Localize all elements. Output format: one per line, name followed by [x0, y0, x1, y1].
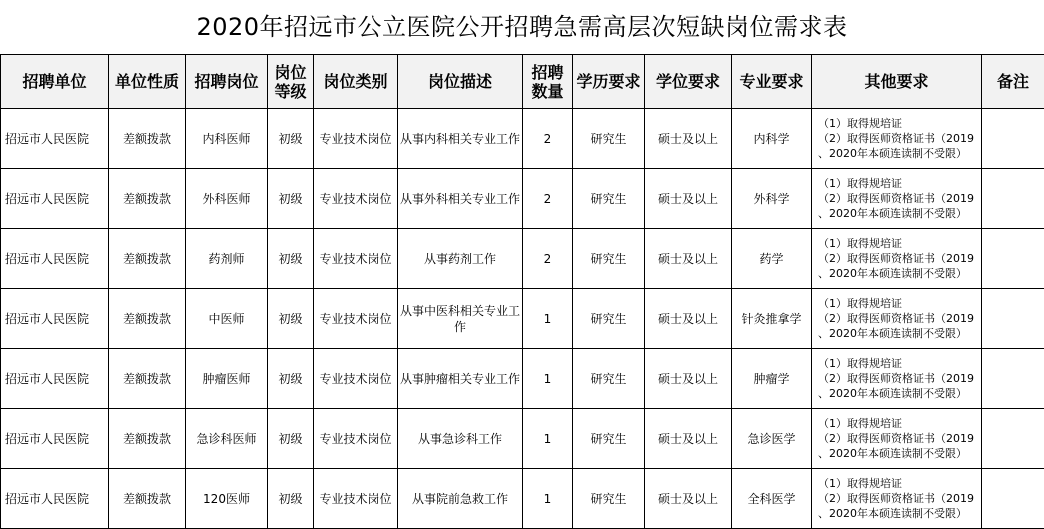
cell-education: 研究生: [573, 169, 645, 229]
cell-major: 药学: [732, 229, 812, 289]
cell-category: 专业技术岗位: [314, 289, 398, 349]
other-line: 、2020年本硕连读制不受限）: [818, 146, 979, 161]
table-row: [1, 409, 1044, 469]
cell-degree: 硕士及以上: [645, 409, 732, 469]
header-grade-line1: 岗位: [270, 63, 311, 82]
header-count-line1: 招聘: [525, 63, 570, 82]
cell-position: 药剂师: [186, 229, 268, 289]
cell-other: [812, 349, 982, 409]
cell-description: 从事药剂工作: [398, 229, 523, 289]
other-line: （2）取得医师资格证书（2019: [818, 251, 979, 266]
cell-category: 专业技术岗位: [314, 409, 398, 469]
cell-remark: [982, 289, 1044, 349]
header-unit-type: 单位性质: [109, 55, 186, 109]
cell-unit: 招远市人民医院: [1, 289, 109, 349]
cell-unit: 招远市人民医院: [1, 349, 109, 409]
header-grade-line2: 等级: [270, 82, 311, 101]
cell-description: 从事内科相关专业工作: [398, 109, 523, 169]
table-row: [1, 169, 1044, 229]
cell-degree: 硕士及以上: [645, 169, 732, 229]
other-line: 、2020年本硕连读制不受限）: [818, 326, 979, 341]
cell-position: 120医师: [186, 469, 268, 529]
cell-count: 1: [523, 289, 573, 349]
cell-description: 从事中医科相关专业工作: [398, 289, 523, 349]
cell-education: 研究生: [573, 409, 645, 469]
table-header-row: [1, 55, 1044, 109]
other-line: （1）取得规培证: [818, 296, 979, 311]
table-row: [1, 469, 1044, 529]
cell-education: 研究生: [573, 349, 645, 409]
cell-position: 外科医师: [186, 169, 268, 229]
other-line: （2）取得医师资格证书（2019: [818, 431, 979, 446]
cell-remark: [982, 409, 1044, 469]
cell-description: 从事肿瘤相关专业工作: [398, 349, 523, 409]
header-count: [523, 55, 573, 109]
cell-grade: 初级: [268, 289, 314, 349]
table-row: [1, 349, 1044, 409]
cell-grade: 初级: [268, 409, 314, 469]
header-education: 学历要求: [573, 55, 645, 109]
other-line: 、2020年本硕连读制不受限）: [818, 506, 979, 521]
other-line: （1）取得规培证: [818, 416, 979, 431]
header-count-line2: 数量: [525, 82, 570, 101]
cell-major: 内科学: [732, 109, 812, 169]
cell-unit-type: 差额拨款: [109, 169, 186, 229]
cell-other: [812, 229, 982, 289]
cell-education: 研究生: [573, 229, 645, 289]
cell-other: [812, 169, 982, 229]
cell-major: 急诊医学: [732, 409, 812, 469]
other-line: （2）取得医师资格证书（2019: [818, 311, 979, 326]
cell-grade: 初级: [268, 229, 314, 289]
cell-grade: 初级: [268, 169, 314, 229]
cell-category: 专业技术岗位: [314, 469, 398, 529]
cell-other: [812, 409, 982, 469]
cell-unit: 招远市人民医院: [1, 229, 109, 289]
page-title: 2020年招远市公立医院公开招聘急需高层次短缺岗位需求表: [0, 0, 1044, 54]
header-position: 招聘岗位: [186, 55, 268, 109]
cell-remark: [982, 169, 1044, 229]
table-row: [1, 109, 1044, 169]
other-line: （1）取得规培证: [818, 176, 979, 191]
cell-count: 1: [523, 349, 573, 409]
cell-education: 研究生: [573, 109, 645, 169]
cell-position: 内科医师: [186, 109, 268, 169]
cell-unit: 招远市人民医院: [1, 469, 109, 529]
cell-other: [812, 109, 982, 169]
cell-unit-type: 差额拨款: [109, 409, 186, 469]
table-row: [1, 229, 1044, 289]
cell-unit-type: 差额拨款: [109, 349, 186, 409]
cell-remark: [982, 469, 1044, 529]
cell-count: 1: [523, 469, 573, 529]
cell-other: [812, 289, 982, 349]
cell-unit: 招远市人民医院: [1, 409, 109, 469]
header-unit: 招聘单位: [1, 55, 109, 109]
other-line: （1）取得规培证: [818, 236, 979, 251]
cell-remark: [982, 349, 1044, 409]
cell-degree: 硕士及以上: [645, 109, 732, 169]
cell-position: 中医师: [186, 289, 268, 349]
cell-unit-type: 差额拨款: [109, 289, 186, 349]
header-other: 其他要求: [812, 55, 982, 109]
other-line: 、2020年本硕连读制不受限）: [818, 386, 979, 401]
other-line: （2）取得医师资格证书（2019: [818, 131, 979, 146]
cell-count: 2: [523, 109, 573, 169]
header-category: 岗位类别: [314, 55, 398, 109]
cell-category: 专业技术岗位: [314, 229, 398, 289]
header-remark: 备注: [982, 55, 1044, 109]
cell-unit-type: 差额拨款: [109, 229, 186, 289]
cell-major: 针灸推拿学: [732, 289, 812, 349]
cell-unit-type: 差额拨款: [109, 469, 186, 529]
cell-remark: [982, 229, 1044, 289]
other-line: 、2020年本硕连读制不受限）: [818, 206, 979, 221]
cell-grade: 初级: [268, 469, 314, 529]
cell-position: 肿瘤医师: [186, 349, 268, 409]
cell-category: 专业技术岗位: [314, 169, 398, 229]
cell-count: 2: [523, 169, 573, 229]
cell-degree: 硕士及以上: [645, 469, 732, 529]
cell-unit: 招远市人民医院: [1, 109, 109, 169]
table-row: [1, 289, 1044, 349]
other-line: （2）取得医师资格证书（2019: [818, 491, 979, 506]
cell-education: 研究生: [573, 289, 645, 349]
header-grade: [268, 55, 314, 109]
cell-education: 研究生: [573, 469, 645, 529]
cell-other: [812, 469, 982, 529]
cell-major: 外科学: [732, 169, 812, 229]
cell-major: 肿瘤学: [732, 349, 812, 409]
cell-unit: 招远市人民医院: [1, 169, 109, 229]
cell-degree: 硕士及以上: [645, 229, 732, 289]
header-description: 岗位描述: [398, 55, 523, 109]
cell-grade: 初级: [268, 109, 314, 169]
other-line: 、2020年本硕连读制不受限）: [818, 266, 979, 281]
cell-count: 2: [523, 229, 573, 289]
cell-category: 专业技术岗位: [314, 349, 398, 409]
cell-count: 1: [523, 409, 573, 469]
cell-degree: 硕士及以上: [645, 349, 732, 409]
cell-degree: 硕士及以上: [645, 289, 732, 349]
recruitment-table: [0, 54, 1044, 529]
header-major: 专业要求: [732, 55, 812, 109]
other-line: （2）取得医师资格证书（2019: [818, 371, 979, 386]
other-line: （1）取得规培证: [818, 476, 979, 491]
other-line: （1）取得规培证: [818, 356, 979, 371]
cell-remark: [982, 109, 1044, 169]
cell-position: 急诊科医师: [186, 409, 268, 469]
cell-major: 全科医学: [732, 469, 812, 529]
cell-description: 从事外科相关专业工作: [398, 169, 523, 229]
header-degree: 学位要求: [645, 55, 732, 109]
cell-category: 专业技术岗位: [314, 109, 398, 169]
cell-grade: 初级: [268, 349, 314, 409]
cell-description: 从事院前急救工作: [398, 469, 523, 529]
other-line: 、2020年本硕连读制不受限）: [818, 446, 979, 461]
cell-description: 从事急诊科工作: [398, 409, 523, 469]
other-line: （2）取得医师资格证书（2019: [818, 191, 979, 206]
cell-unit-type: 差额拨款: [109, 109, 186, 169]
other-line: （1）取得规培证: [818, 116, 979, 131]
